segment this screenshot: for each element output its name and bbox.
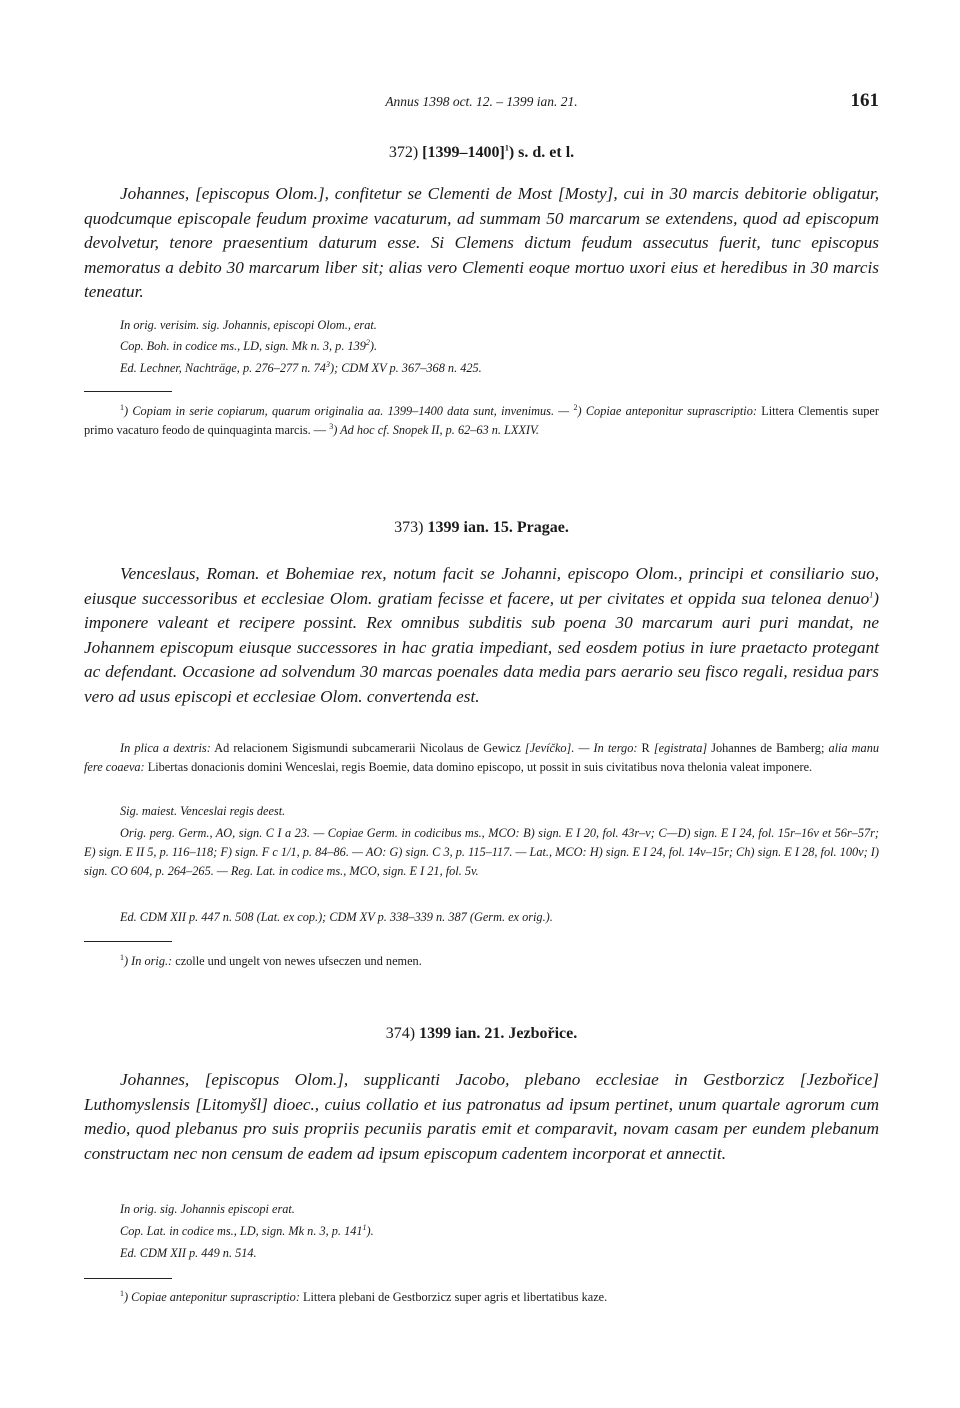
footnote-rule xyxy=(84,1278,172,1279)
doc-373-footnote: $^1$) In orig.: czolle und ungelt von newes ufseczen und nemen. xyxy=(120,952,422,968)
doc-372-footnotes: $^1$) Copiam in serie copiarum, quarum originalia aa. 1399–1400 data sunt, invenimus. — $^2$) Copiae anteponitur suprascriptio: Littera Clementis super primo vacaturo feodo de quinquaginta marcis. — $^3$) Ad hoc cf. Snopek II, p. 62–63 n. LXXIV. xyxy=(84,402,879,437)
doc-373-date: 1399 ian. 15. Pragae. xyxy=(427,519,569,536)
doc-373-plica-note: In plica a dextris: Ad relacionem Sigismundi subcamerarii Nicolaus de Gewicz [Jevíčko]. — In tergo: R [egistrata] Johannes de Bamberg; alia manu fere coaeva: Libertas donacionis domini Wenceslai, regis Boemie, data domino episcopo, ut possit in suis civitatibus nova thelonia valeat imponere. xyxy=(84,741,879,774)
doc-373-seal-note: Sig. maiest. Venceslai regis deest. xyxy=(120,804,286,818)
doc-372-seal-note: In orig. verisim. sig. Johannis, episcopi Olom., erat. xyxy=(120,318,377,332)
footnote-rule xyxy=(84,941,172,942)
doc-373-regest: Venceslaus, Roman. et Bohemiae rex, notum facit se Johanni, episcopo Olom., principi et consiliario suo, eiusque successoribus et ecclesiae Olom. gratiam fecisse et facere, ut per civitates et oppida sua telonea denuo$^1$) imponere valeant et recipere possint. Rex omnibus subditis sub poena 30 marcarum auri puri mandat, ne Johannem episcopum eiusque successores in hac gratia impediant, sed eosdem potius in iure praetacto protegant ac defendant. Occasione ad solvendum 30 marcas poenales data media pars aerario seu fisco regali, residua pars vero ad usus episcopi et ecclesiae Olom. convertenda est. xyxy=(84,564,879,706)
doc-372-number: 372) xyxy=(388,144,419,161)
page-number: 161 xyxy=(850,90,879,111)
doc-372-regest: Johannes, [episcopus Olom.], confitetur se Clementi de Most [Mosty], cui in 30 marcis debitorie obligatur, quodcumque episcopale feudum proxime vacaturum, ad summam 50 marcarum se extendens, quod ad episcopum devolvetur, tenore praesentium daturum esse. Si Clemens dictum feudum assecutus fuerit, tunc episcopus memoratus a debito 30 marcarum liber sit; alias vero Clementi eoque mortuo uxori eius et heredibus in 30 marcis teneatur. xyxy=(84,184,879,301)
doc-372-edition-note: Ed. Lechner, Nachträge, p. 276–277 n. $74^3$); CDM XV p. 367–368 n. 425. xyxy=(120,359,482,375)
doc-374-copy-note: Cop. Lat. in codice ms., LD, sign. Mk n. 3, p. $141^1$). xyxy=(120,1222,374,1238)
doc-372-heading xyxy=(84,144,879,162)
doc-372-date: [1399–1400]$^1$) s. d. et l. xyxy=(422,143,575,161)
doc-373-number: 373) xyxy=(394,519,424,536)
doc-374-number: 374) xyxy=(385,1025,416,1042)
footnote-rule xyxy=(84,391,172,392)
doc-373-edition-note: Ed. CDM XII p. 447 n. 508 (Lat. ex cop.); CDM XV p. 338–339 n. 387 (Germ. ex orig.). xyxy=(120,910,553,924)
doc-374-regest: Johannes, [episcopus Olom.], supplicanti Jacobo, plebano ecclesiae in Gestborzicz [Jezbořice] Luthomyslensis [Litomyšl] dioec., cuius collatio et ius patronatus ad ipsum pertinet, unum quartale agrorum cum medio, quod plebanus pro suis propriis pecuniis paratis emit et comparavit, novam casam per eundem plebanum constructam nec non censum de eadem ad ipsum episcopum cadentem incorporat et annectit. xyxy=(84,1070,879,1163)
doc-374-date: 1399 ian. 21. Jezbořice. xyxy=(419,1025,578,1042)
running-head-title: Annus 1398 oct. 12. – 1399 ian. 21. xyxy=(385,94,578,109)
doc-374-footnote: $^1$) Copiae anteponitur suprascriptio: Littera plebani de Gestborzicz super agris et libertatibus kaze. xyxy=(120,1288,608,1304)
doc-374-seal-note: In orig. sig. Johannis episcopi erat. xyxy=(120,1202,295,1216)
doc-373-heading xyxy=(84,519,879,537)
doc-374-heading xyxy=(84,1025,879,1043)
doc-373-orig-note: Orig. perg. Germ., AO, sign. C I a 23. — Copiae Germ. in codicibus ms., MCO: B) sign. E I 20, fol. 43r–v; C—D) sign. E I 24, fol. 15r–16v et 56r–57r; E) sign. E II 5, p. 116–118; F) sign. F c 1/1, p. 84–86. — AO: G) sign. C 3, p. 115–117. — Lat., MCO: H) sign. E I 24, fol. 14v–15r; Ch) sign. E I 28, fol. 100v; I) sign. CO 604, p. 264–265. — Reg. Lat. in codice ms., MCO, sign. E I 21, fol. 5v. xyxy=(84,826,879,878)
doc-374-edition-note: Ed. CDM XII p. 449 n. 514. xyxy=(120,1246,257,1260)
running-head xyxy=(84,90,879,114)
doc-372-copy-note: Cop. Boh. in codice ms., LD, sign. Mk n. 3, p. $139^2$). xyxy=(120,337,378,353)
